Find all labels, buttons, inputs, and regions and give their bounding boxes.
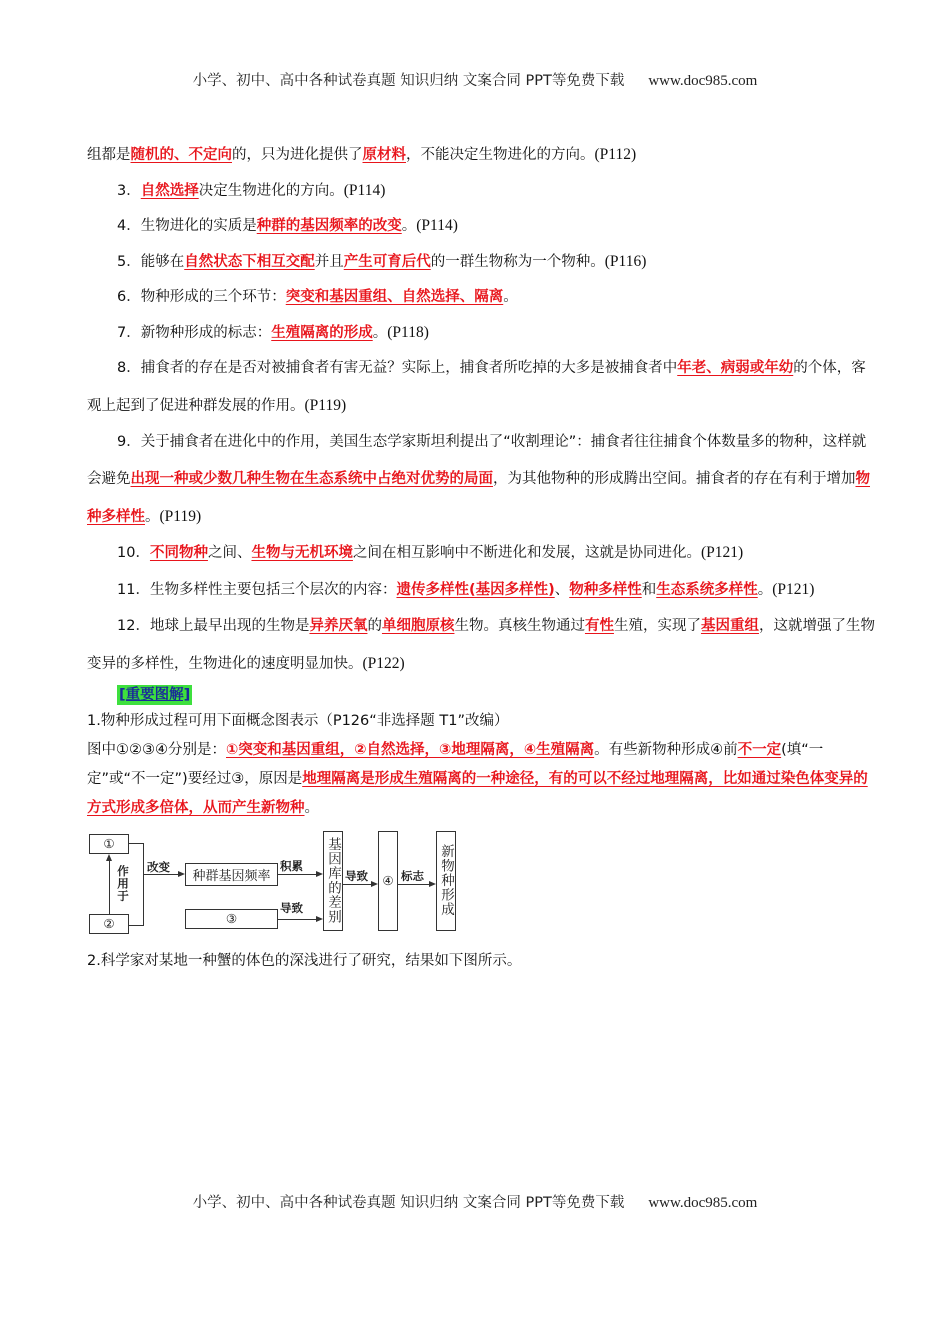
page-ref: (P121) [772, 580, 815, 598]
page-ref: (P116) [604, 252, 647, 270]
page-footer [0, 1191, 950, 1212]
section-tag-important-diagrams: [重要图解] [119, 686, 191, 703]
item-10: 10．不同物种之间、生物与无机环境之间在相互影响中不断进化和发展，这就是协同进化。(P121) [117, 544, 744, 561]
answer: 种群的基因频率的改变 [256, 218, 402, 234]
item-2-continued: 组都是随机的、不定向的，只为进化提供了原材料，不能决定生物进化的方向。(P112) [87, 146, 637, 163]
question-1-title: 1.物种形成过程可用下面概念图表示（P126“非选择题 T1”改编） [87, 712, 509, 729]
page-ref: (P112) [594, 146, 637, 163]
page-ref: (P121) [700, 544, 744, 561]
answer: 物种多样性 [87, 471, 870, 525]
answer: 有性 [584, 617, 614, 634]
label-lead-to-1: 导致 [345, 868, 368, 883]
answer: 不一定 [737, 741, 782, 758]
answer: 年老、病弱或年幼 [677, 360, 794, 376]
answer: 出现一种或少数几种生物在生态系统中占绝对优势的局面 [130, 471, 493, 487]
answer: 异养厌氧 [309, 617, 368, 634]
label-acts-on: 作用于 [116, 864, 130, 902]
item-3: 3．自然选择决定生物进化的方向。(P114) [117, 181, 386, 199]
diagram-box-gene-pool-difference: 基因库的差别 [323, 831, 343, 931]
item-6: 6．物种形成的三个环节：突变和基因重组、自然选择、隔离。 [117, 289, 518, 305]
page-header [0, 69, 950, 90]
answer: 突变和基因重组、自然选择、隔离 [285, 289, 504, 305]
item-11: 11．生物多样性主要包括三个层次的内容：遗传多样性(基因多样性)、物种多样性和生态系统多样性。(P121) [117, 580, 815, 598]
answer: 自然状态下相互交配 [184, 253, 315, 270]
item-7: 7．新物种形成的标志：生殖隔离的形成。(P118) [117, 323, 429, 341]
page-ref: (P118) [387, 323, 429, 341]
question-1-answer: 图中①②③④分别是：①突变和基因重组，②自然选择，③地理隔离，④生殖隔离。有些新物种形成④前不一定(填“一定”或“不一定”)要经过③，原因是地理隔离是形成生殖隔离的一种途径，有的可以不经过地理隔离，比如通过染色体变异的方式形成多倍体，从而产生新物种。 [87, 741, 868, 816]
footer-text: 小学、初中、高中各种试卷真题 知识归纳 文案合同 PPT等免费下载 [192, 1195, 625, 1211]
question-2-title: 2.科学家对某地一种蟹的体色的深浅进行了研究，结果如下图所示。 [87, 952, 522, 969]
answer: 地理隔离是形成生殖隔离的一种途径，有的可以不经过地理隔离，比如通过染色体变异的方式形成多倍体，从而产生新物种 [87, 770, 868, 816]
diagram-box-4: ④ [378, 831, 398, 931]
answer: 基因重组 [700, 617, 759, 634]
item-12: 12．地球上最早出现的生物是异养厌氧的单细胞原核生物。真核生物通过有性生殖，实现了基因重组，这就增强了生物变异的多样性，生物进化的速度明显加快。(P122) [87, 617, 875, 672]
speciation-concept-diagram [87, 829, 467, 941]
item-8: 8．捕食者的存在是否对被捕食者有害无益？实际上，捕食者所吃掉的大多是被捕食者中年老、病弱或年幼的个体，客观上起到了促进种群发展的作用。(P119) [87, 360, 866, 414]
arrow-up-icon [106, 854, 112, 861]
label-mark: 标志 [401, 868, 424, 883]
label-change: 改变 [147, 859, 170, 874]
diagram-box-1: ① [89, 834, 129, 854]
answer: ①突变和基因重组，②自然选择，③地理隔离，④生殖隔离 [226, 741, 595, 758]
arrow-right-icon [178, 871, 185, 877]
answer: 生物与无机环境 [251, 545, 353, 561]
answer: 自然选择 [140, 182, 199, 199]
answer: 生殖隔离的形成 [271, 324, 373, 341]
answer: 物种多样性 [569, 581, 642, 598]
answer: 遗传多样性(基因多样性) [396, 581, 555, 598]
answer: 单细胞原核 [381, 617, 455, 634]
answer: 生态系统多样性 [656, 581, 758, 598]
answer: 随机的、不定向 [130, 147, 232, 163]
header-text: 小学、初中、高中各种试卷真题 知识归纳 文案合同 PPT等免费下载 [192, 73, 625, 89]
label-lead-to-2: 导致 [280, 900, 303, 915]
page-ref: (P114) [416, 217, 458, 234]
page-ref: (P119) [159, 508, 202, 525]
diagram-box-2: ② [89, 914, 129, 934]
page-ref: (P114) [343, 181, 386, 199]
answer: 不同物种 [149, 545, 208, 561]
diagram-box-gene-frequency: 种群基因频率 [185, 863, 278, 886]
diagram-box-3: ③ [185, 909, 278, 929]
document-body [87, 142, 877, 976]
item-4: 4．生物进化的实质是种群的基因频率的改变。(P114) [117, 217, 458, 234]
answer: 产生可育后代 [343, 253, 431, 270]
label-accumulate: 积累 [280, 858, 303, 873]
item-9: 9．关于捕食者在进化中的作用，美国生态学家斯坦利提出了“收割理论”：捕食者往往捕食个体数量多的物种，这样就会避免出现一种或少数几种生物在生态系统中占绝对优势的局面，为其他物种的形成腾出空间。捕食者的存在有利于增加物种多样性。(P119) [87, 434, 870, 525]
diagram-box-new-species: 新物种形成 [436, 831, 456, 931]
arrow-line [109, 861, 110, 914]
page-ref: (P119) [304, 397, 347, 414]
header-url[interactable]: www.doc985.com [648, 73, 758, 89]
footer-url[interactable]: www.doc985.com [648, 1195, 758, 1211]
page-ref: (P122) [362, 654, 405, 672]
answer: 原材料 [362, 147, 406, 163]
item-5: 5．能够在自然状态下相互交配并且产生可育后代的一群生物称为一个物种。(P116) [117, 252, 647, 270]
